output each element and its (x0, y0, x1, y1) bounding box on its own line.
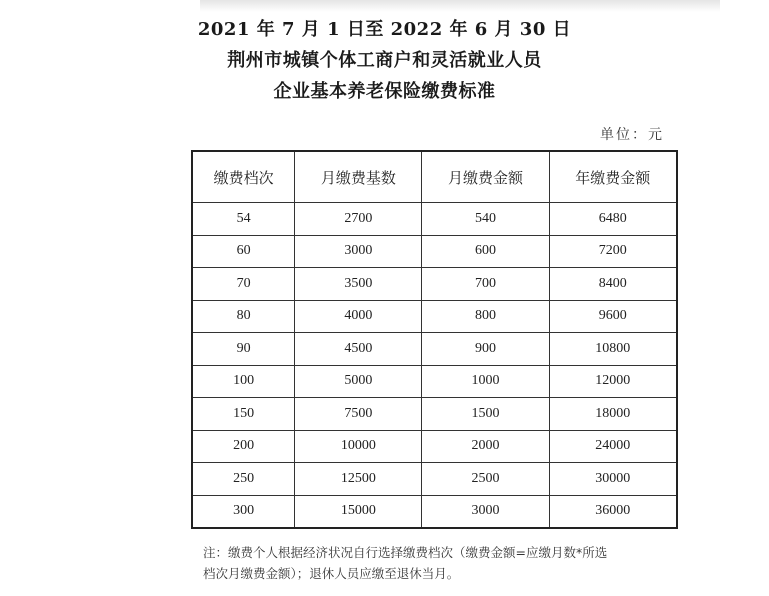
cell-annual-amount: 30000 (549, 463, 677, 496)
cell-monthly-amount: 800 (422, 300, 549, 333)
unit-label: 单位：元 (600, 127, 664, 143)
cell-monthly-amount: 2500 (422, 463, 549, 496)
table-row (192, 495, 677, 528)
cell-tier: 90 (192, 333, 295, 366)
cell-monthly-base: 12500 (295, 463, 422, 496)
cell-tier: 250 (192, 463, 295, 496)
cell-tier: 300 (192, 495, 295, 528)
title-subject: 荆州市城镇个体工商户和灵活就业人员 (227, 50, 542, 71)
title-date-range: 2021 年 7 月 1 日至 2022 年 6 月 30 日 (197, 19, 572, 40)
cell-tier: 100 (192, 365, 295, 398)
table-row (192, 268, 677, 301)
cell-monthly-base: 10000 (295, 430, 422, 463)
header-tier: 缴费档次 (192, 151, 295, 203)
table-row (192, 365, 677, 398)
document-title (0, 14, 769, 107)
cell-tier: 60 (192, 235, 295, 268)
table-row (192, 235, 677, 268)
table-row (192, 203, 677, 236)
header-monthly-base: 月缴费基数 (295, 151, 422, 203)
cell-monthly-amount: 1000 (422, 365, 549, 398)
cell-monthly-base: 7500 (295, 398, 422, 431)
table-header-row (192, 151, 677, 203)
cell-annual-amount: 7200 (549, 235, 677, 268)
table-row (192, 300, 677, 333)
cell-monthly-amount: 540 (422, 203, 549, 236)
table-row (192, 333, 677, 366)
cell-monthly-base: 3500 (295, 268, 422, 301)
title-standard: 企业基本养老保险缴费标准 (273, 81, 496, 102)
cell-annual-amount: 10800 (549, 333, 677, 366)
cell-annual-amount: 18000 (549, 398, 677, 431)
cell-tier: 150 (192, 398, 295, 431)
cell-monthly-base: 5000 (295, 365, 422, 398)
cell-annual-amount: 12000 (549, 365, 677, 398)
cell-tier: 54 (192, 203, 295, 236)
cell-annual-amount: 8400 (549, 268, 677, 301)
cell-annual-amount: 6480 (549, 203, 677, 236)
cell-monthly-amount: 600 (422, 235, 549, 268)
table-row (192, 463, 677, 496)
header-monthly-amount: 月缴费金额 (422, 151, 549, 203)
cell-tier: 200 (192, 430, 295, 463)
table-row (192, 398, 677, 431)
header-annual-amount: 年缴费金额 (549, 151, 677, 203)
footnote-line-1: 注：缴费个人根据经济状况自行选择缴费档次（缴费金额=应缴月数*所选 (203, 545, 608, 560)
cell-monthly-base: 4500 (295, 333, 422, 366)
cell-monthly-base: 3000 (295, 235, 422, 268)
cell-monthly-amount: 700 (422, 268, 549, 301)
footnote-line-2: 档次月缴费金额）；退休人员应缴至退休当月。 (203, 566, 460, 581)
cell-annual-amount: 9600 (549, 300, 677, 333)
cell-monthly-amount: 900 (422, 333, 549, 366)
cell-tier: 80 (192, 300, 295, 333)
footnote (203, 542, 683, 584)
cell-annual-amount: 24000 (549, 430, 677, 463)
cell-annual-amount: 36000 (549, 495, 677, 528)
cell-monthly-base: 4000 (295, 300, 422, 333)
cell-monthly-amount: 1500 (422, 398, 549, 431)
cell-monthly-amount: 3000 (422, 495, 549, 528)
cell-monthly-amount: 2000 (422, 430, 549, 463)
scan-bleed-edge (200, 0, 720, 12)
cell-monthly-base: 15000 (295, 495, 422, 528)
cell-monthly-base: 2700 (295, 203, 422, 236)
contribution-table (191, 150, 678, 529)
cell-tier: 70 (192, 268, 295, 301)
table-row (192, 430, 677, 463)
